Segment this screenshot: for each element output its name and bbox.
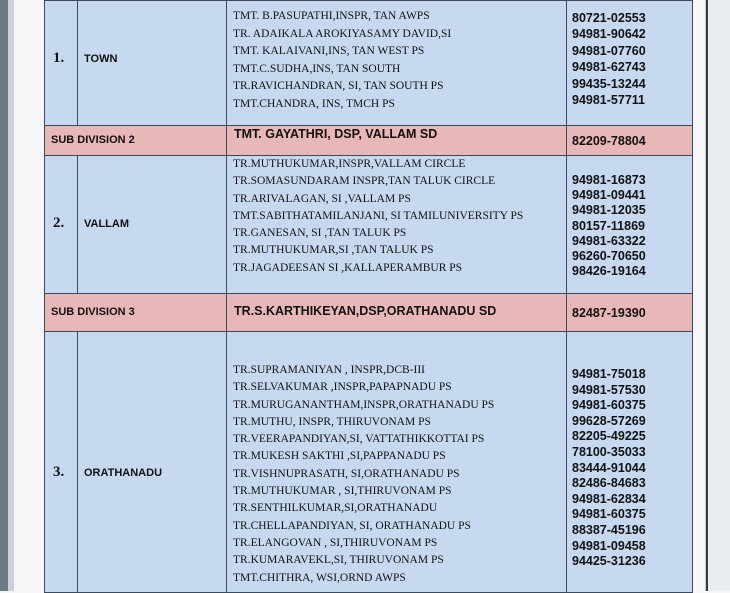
left-frame — [0, 0, 8, 591]
phone-number: 94981-57711 — [572, 93, 645, 108]
phone-number: 80721-02553 — [572, 11, 646, 25]
phone-number: 99628-57269 — [572, 413, 646, 428]
phone-number: 94425-31236 — [572, 554, 646, 569]
dsp-name: TMT. GAYATHRI, DSP, VALLAM SD — [234, 127, 438, 141]
phone-number: 94981-57530 — [572, 382, 646, 397]
right-frame — [706, 0, 730, 591]
phone-number: 94981-09441 — [572, 188, 646, 203]
phone-number: 94981-62743 — [572, 60, 646, 75]
phone-number: 94981-07760 — [572, 43, 646, 58]
phone-list — [572, 10, 646, 108]
officer-entry: TMT.C.SUDHA,INS, TAN SOUTH — [233, 62, 401, 75]
phone-number: 82205-49225 — [572, 429, 646, 444]
phone-number: 96260-70650 — [572, 249, 646, 264]
area-name: ORATHANADU — [84, 467, 163, 479]
phone-number: 94981-60375 — [572, 398, 646, 413]
row-number: 2. — [53, 215, 65, 231]
phone-number: 94981-62834 — [572, 491, 646, 506]
officer-list — [233, 156, 523, 277]
officer-entry: TR.VISHNUPRASATH, SI,ORATHANADU PS — [233, 467, 460, 480]
officer-list — [233, 362, 494, 587]
officer-entry: TMT. KALAIVANI,INS, TAN WEST PS — [233, 45, 425, 57]
officer-entry: TR.KUMARAVEKL,SI, THIRUVONAM PS — [233, 554, 444, 567]
officer-entry: TR.MURUGANANTHAM,INSPR,ORATHANADU PS — [233, 398, 495, 411]
dsp-phone: 82487-19390 — [572, 306, 646, 320]
officer-entry: TR. ADAIKALA AROKIYASAMY DAVID,SI — [233, 27, 452, 40]
officer-entry: TR.CHELLAPANDIYAN, SI, ORATHANADU PS — [233, 519, 471, 532]
officer-entry: TR.SENTHILKUMAR,SI,ORATHANADU — [233, 502, 438, 515]
officer-entry: TMT. B.PASUPATHI,INSPR, TAN AWPS — [233, 10, 430, 22]
row-number-cell — [44, 331, 78, 593]
phone-number: 94981-12035 — [572, 203, 646, 218]
subdivision-label: SUB DIVISION 2 — [51, 134, 135, 146]
officer-entry: TR.VEERAPANDIYAN,SI, VATTATHIKKOTTAI PS — [233, 433, 485, 446]
phone-list — [572, 173, 646, 279]
officer-entry: TR.MUTHUKUMAR,INSPR,VALLAM CIRCLE — [233, 158, 466, 170]
officer-entry: TR.GANESAN, SI ,TAN TALUK PS — [233, 227, 407, 240]
phone-number: 99435-13244 — [572, 76, 646, 91]
phone-number: 94981-75018 — [572, 367, 646, 381]
officer-entry: TMT.CHITHRA, WSI,ORND AWPS — [233, 571, 406, 584]
area-cell — [77, 331, 227, 593]
officer-entry: TR.SELVAKUMAR ,INSPR,PAPAPNADU PS — [233, 381, 452, 394]
phone-number: 82486-84683 — [572, 476, 646, 491]
officer-entry: TR.MUTHUKUMAR,SI ,TAN TALUK PS — [233, 244, 434, 257]
officer-entry: TR.RAVICHANDRAN, SI, TAN SOUTH PS — [233, 80, 444, 92]
area-name: TOWN — [84, 53, 118, 65]
officer-entry: TR.MUKESH SAKTHI ,SI,PAPPANADU PS — [233, 450, 446, 463]
phone-number: 94981-63322 — [572, 233, 646, 248]
phone-number: 94981-09458 — [572, 538, 646, 553]
phone-number: 98426-19164 — [572, 264, 646, 279]
officer-list — [233, 8, 451, 113]
row-number: 1. — [53, 50, 65, 66]
officer-entry: TMT.CHANDRA, INS, TMCH PS — [233, 97, 395, 110]
officer-entry: TR.ARIVALAGAN, SI ,VALLAM PS — [233, 192, 411, 205]
left-frame-inner — [8, 0, 14, 591]
officer-entry: TR.JAGADEESAN SI ,KALLAPERAMBUR PS — [233, 261, 463, 274]
dsp-phone: 82209-78804 — [572, 134, 646, 148]
officer-entry: TR.SUPRAMANIYAN , INSPR,DCB-III — [233, 364, 426, 376]
officer-entry: TR.MUTHU, INSPR, THIRUVONAM PS — [233, 415, 431, 428]
phone-list — [572, 367, 646, 570]
phone-number: 94981-90642 — [572, 27, 646, 42]
officer-entry: TR.MUTHUKUMAR , SI,THIRUVONAM PS — [233, 485, 452, 498]
phone-number: 80157-11869 — [572, 218, 645, 233]
officer-entry: TR.ELANGOVAN , SI,THIRUVONAM PS — [233, 536, 438, 549]
dsp-name: TR.S.KARTHIKEYAN,DSP,ORATHANADU SD — [234, 304, 497, 318]
phone-number: 94981-16873 — [572, 173, 646, 187]
officer-entry: TMT.SABITHATAMILANJANI, SI TAMILUNIVERSITY PS — [233, 209, 524, 222]
phone-number: 78100-35033 — [572, 444, 646, 459]
subdivision-label: SUB DIVISION 3 — [51, 306, 135, 318]
row-number: 3. — [53, 464, 65, 480]
area-name: VALLAM — [84, 218, 130, 230]
phone-number: 94981-60375 — [572, 507, 646, 522]
phone-number: 88387-45196 — [572, 522, 646, 537]
officer-entry: TR.SOMASUNDARAM INSPR,TAN TALUK CIRCLE — [233, 175, 496, 188]
phone-number: 83444-91044 — [572, 460, 646, 475]
